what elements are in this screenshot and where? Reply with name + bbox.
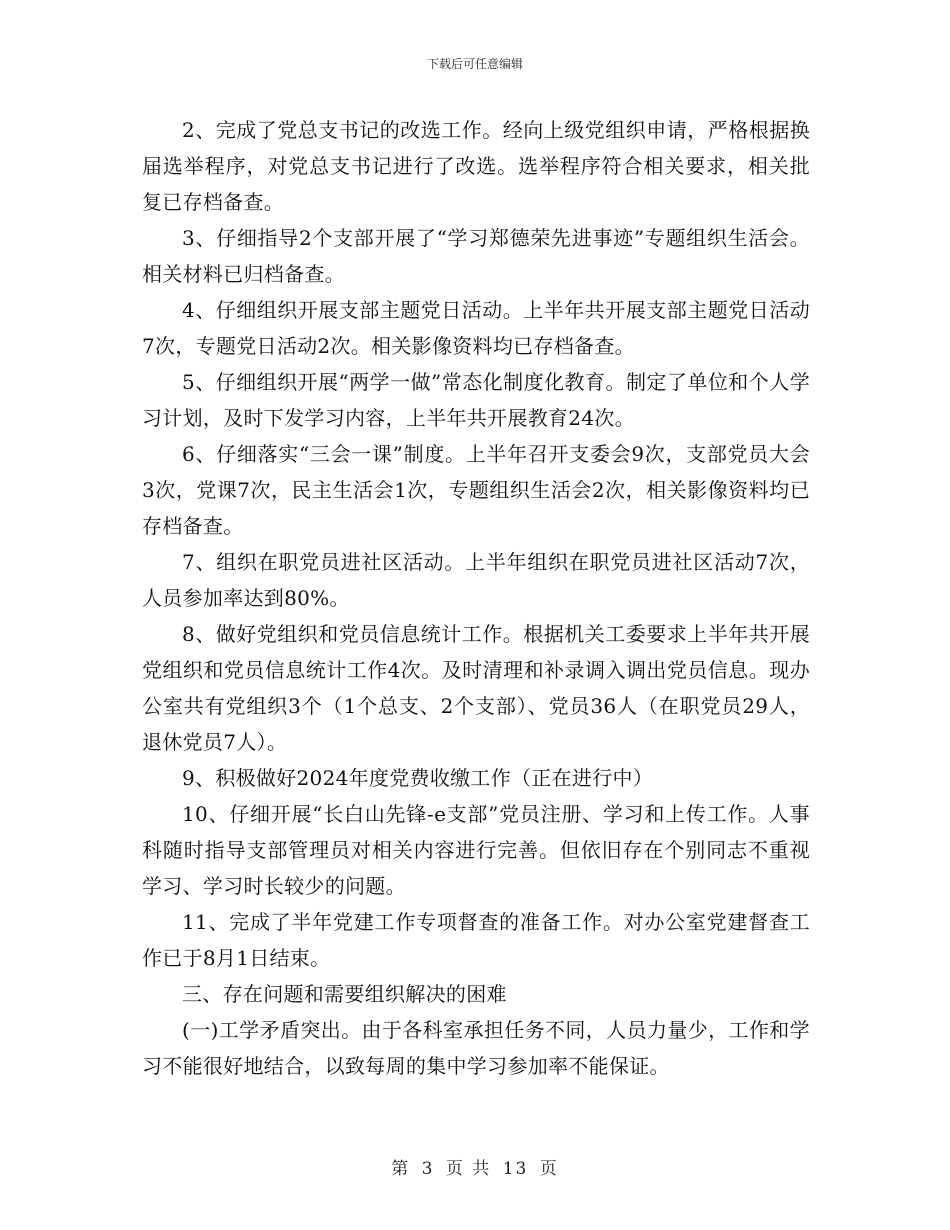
- section-heading: 三、存在问题和需要组织解决的困难: [182, 982, 507, 1006]
- document-body: [142, 112, 810, 1084]
- paragraph-item-5: 5、仔细组织开展“两学一做”常态化制度化教育。制定了单位和个人学习计划，及时下发学习内容，上半年共开展教育24次。: [142, 370, 810, 430]
- paragraph-item-3: 3、仔细指导2个支部开展了“学习郑德荣先进事迹”专题组织生活会。相关材料已归档备查。: [142, 226, 810, 286]
- footer-middle: 页 共: [445, 1159, 492, 1179]
- footer-prefix: 第: [391, 1159, 411, 1179]
- footer-current-page: 3: [421, 1159, 435, 1179]
- page-header: 下载后可任意编辑: [426, 57, 523, 71]
- paragraph-item-10: 10、仔细开展“长白山先锋-e支部”党员注册、学习和上传工作。人事科随时指导支部管理员对相关内容进行完善。但依旧存在个别同志不重视学习、学习时长较少的问题。: [142, 802, 810, 898]
- paragraph-item-7: 7、组织在职党员进社区活动。上半年组织在职党员进社区活动7次，人员参加率达到80%。: [142, 550, 810, 610]
- paragraph-item-11: 11、完成了半年党建工作专项督查的准备工作。对办公室党建督查工作已于8月1日结束。: [142, 910, 810, 970]
- paragraph-item-9: 9、积极做好2024年度党费收缴工作（正在进行中）: [182, 766, 654, 790]
- paragraph-item-6: 6、仔细落实“三会一课”制度。上半年召开支委会9次，支部党员大会3次，党课7次，民主生活会1次，专题组织生活会2次，相关影像资料均已存档备查。: [142, 442, 810, 538]
- paragraph-item-8: 8、做好党组织和党员信息统计工作。根据机关工委要求上半年共开展党组织和党员信息统计工作4次。及时清理和补录调入调出党员信息。现办公室共有党组织3个（1个总支、2个支部）、党员36人（在职党员29人，退休党员7人）。: [142, 622, 810, 754]
- page-number-footer: [0, 1154, 950, 1179]
- paragraph-item-2: 2、完成了党总支书记的改选工作。经向上级党组织申请，严格根据换届选举程序，对党总支书记进行了改选。选举程序符合相关要求，相关批复已存档备查。: [142, 118, 810, 214]
- footer-total-pages: 13: [502, 1159, 529, 1179]
- paragraph-item-4: 4、仔细组织开展支部主题党日活动。上半年共开展支部主题党日活动7次，专题党日活动2次。相关影像资料均已存档备查。: [142, 298, 810, 358]
- problem-paragraph-1: (一)工学矛盾突出。由于各科室承担任务不同，人员力量少，工作和学习不能很好地结合，以致每周的集中学习参加率不能保证。: [142, 1018, 810, 1078]
- footer-suffix: 页: [539, 1159, 559, 1179]
